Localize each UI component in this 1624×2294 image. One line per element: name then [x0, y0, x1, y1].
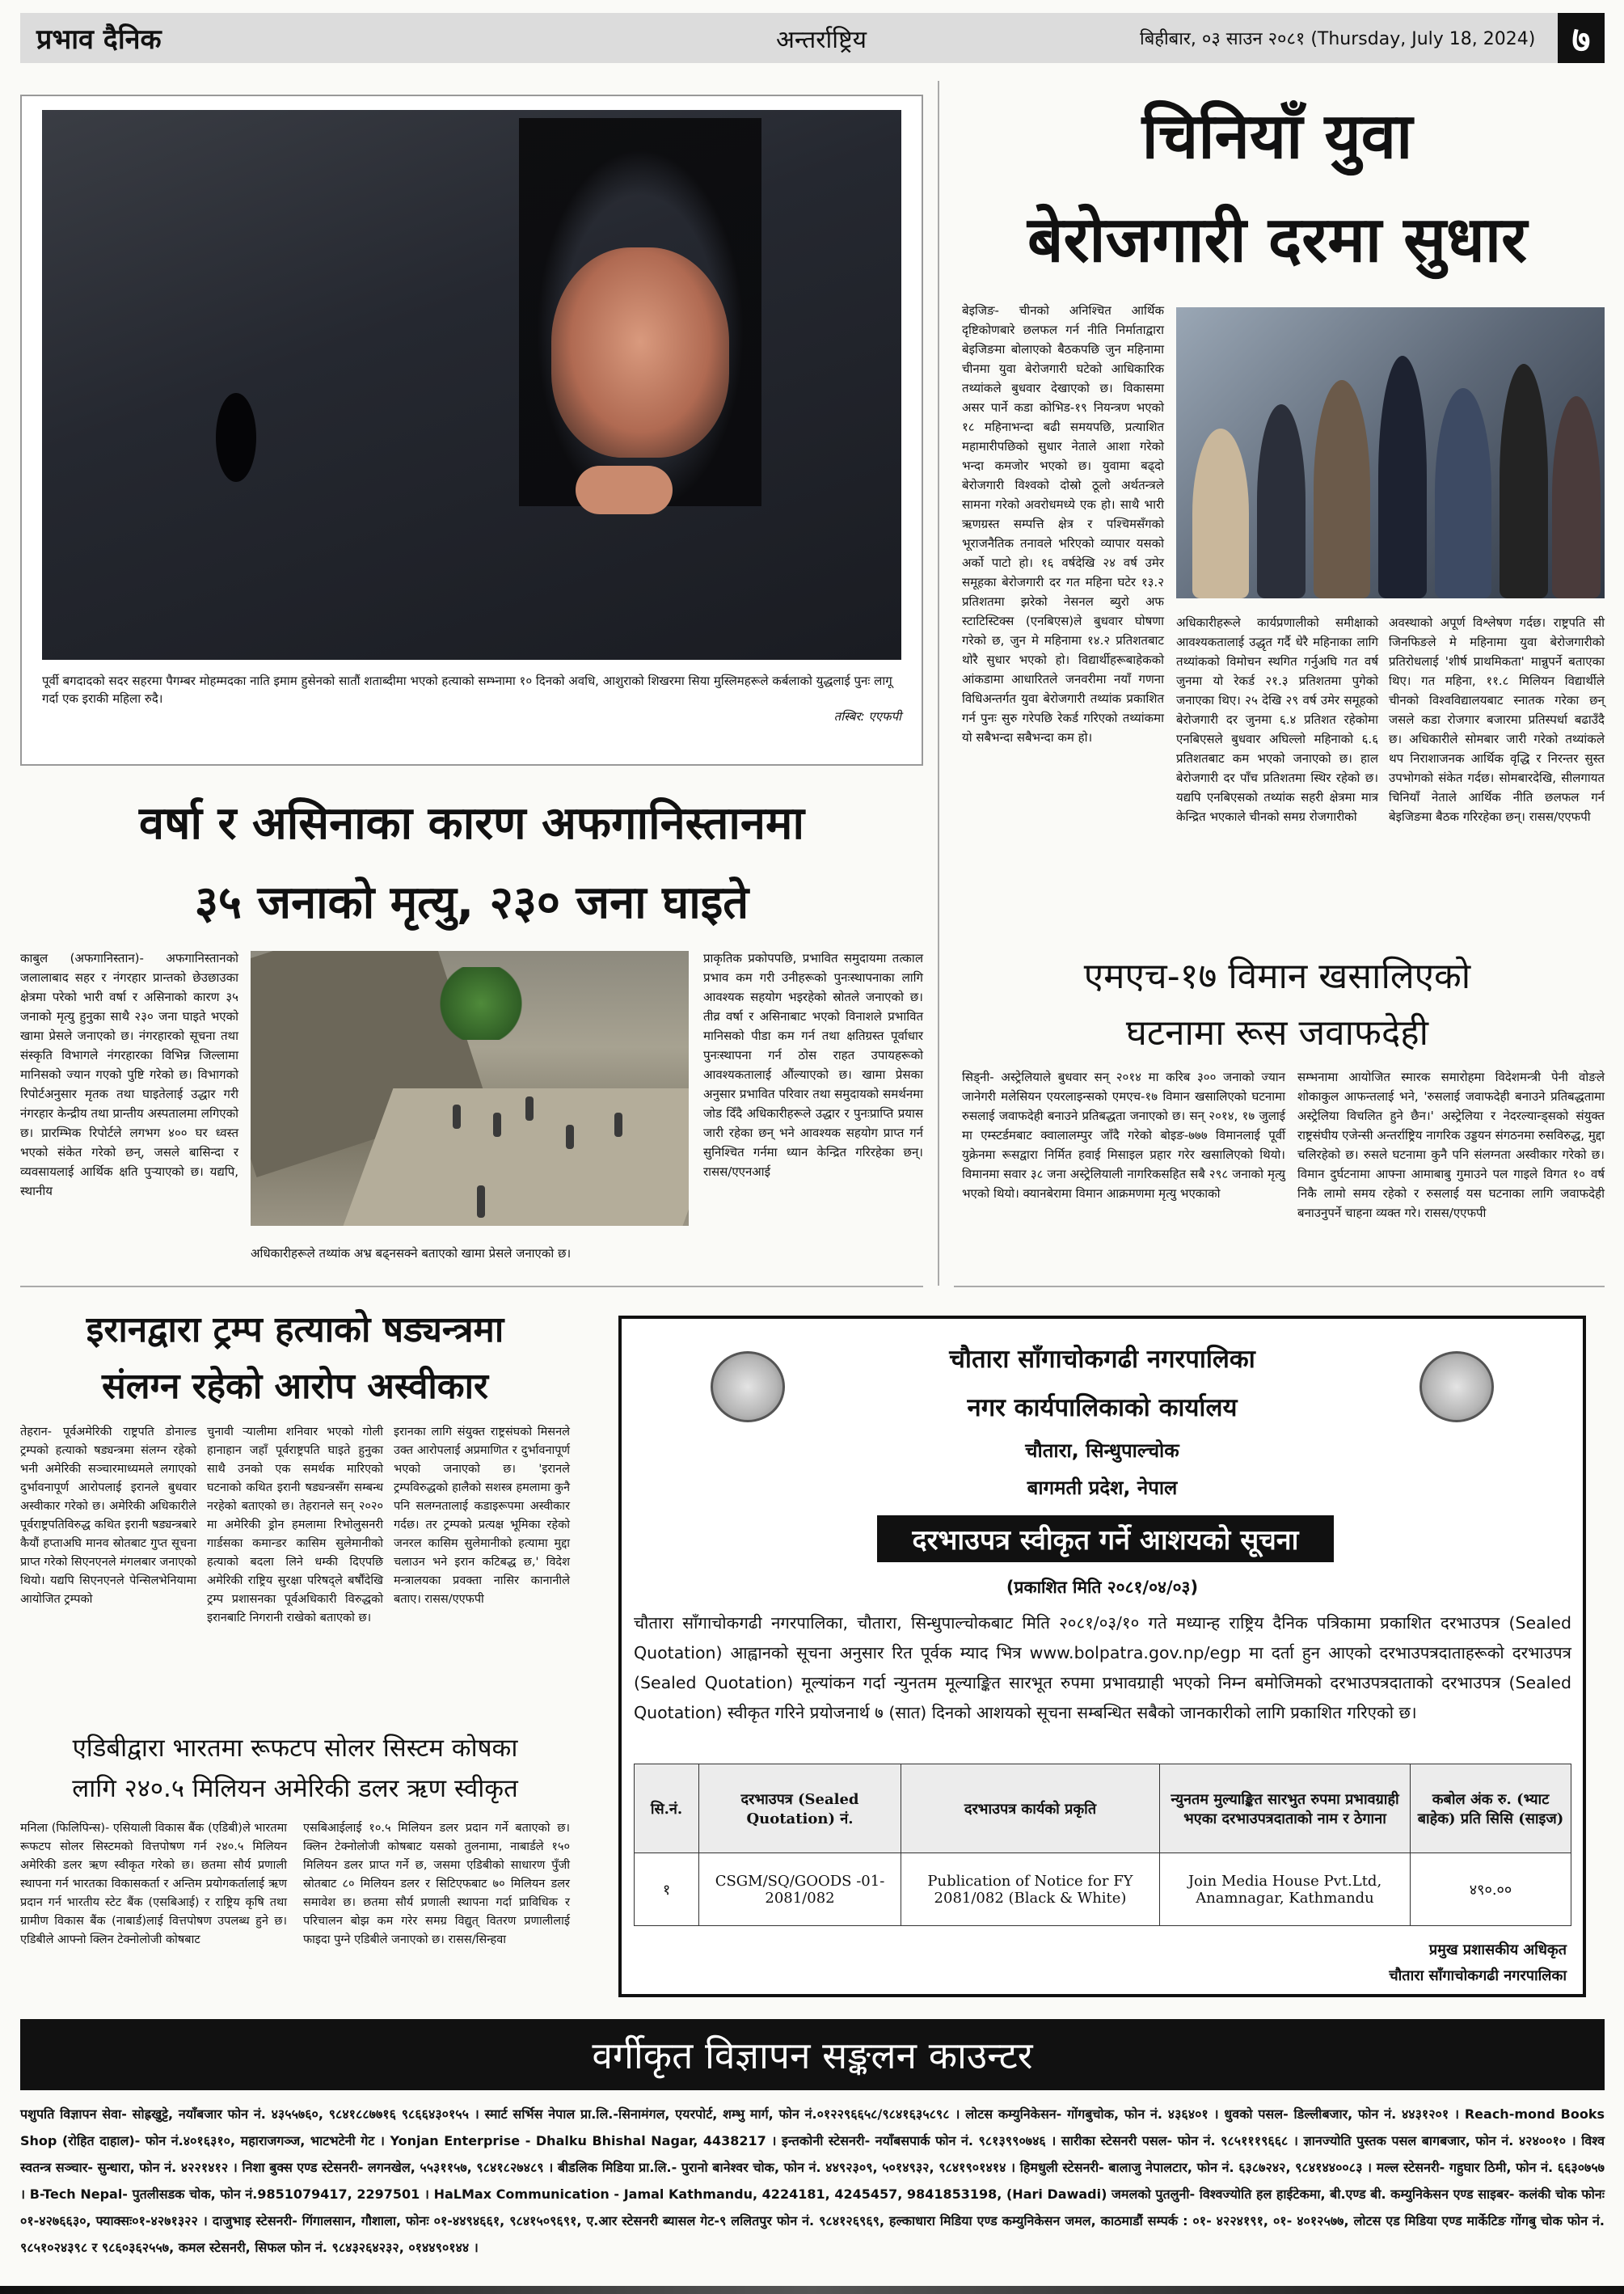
headline-iran-sub: संलग्न रहेको आरोप अस्वीकार: [102, 1366, 488, 1407]
photo-job-fair-crowd: [1176, 307, 1605, 598]
photo-story: [20, 95, 923, 766]
notice-body: चौतारा साँगाचोकगढी नगरपालिका, चौतारा, सिन्धुपाल्चोकबाट मिति २०८१/०३/१० गते मध्यान्ह राष्ट्रिय दैनिक पत्रिकामा प्रकाशित दरभाउपत्र (Sealed Quotation) आह्वानको सूचना अनुसार रित पूर्वक म्याद भित्र www.bolpatra.gov.np/egp मा दर्ता हुन आएको दरभाउपत्रदाताहरूको दरभाउपत्र (Sealed Quotation) मूल्यांकन गर्दा न्युनतम मूल्याङ्कित सारभूत रुपमा प्रभावग्राही भएको निम्न बमोजिमको दरभाउपत्रदाताको दरभाउपत्र (Sealed Quotation) स्वीकृत गरिने प्रयोजनार्थ ७ (सात) दिनको आशयको सूचना सम्बन्धित सबैको जानकारीको लागि प्रकाशित गरिएको छ।: [634, 1613, 1571, 1722]
table-header: सि.नं.: [635, 1764, 699, 1853]
photo-flood-afghanistan: [251, 951, 689, 1226]
table-header: दरभाउपत्र कार्यको प्रकृति: [901, 1764, 1160, 1853]
page-header: [20, 13, 1605, 63]
headline-afghanistan-sub: ३५ जनाको मृत्यु, २३० जना घाइते: [194, 877, 749, 929]
photo-caption: [42, 672, 901, 725]
photo-credit: तस्बिर: एएफपी: [833, 709, 901, 724]
article-column: प्राकृतिक प्रकोपपछि, प्रभावित समुदायमा तत्काल प्रभाव कम गरी उनीहरूको पुनःस्थापनाका लागि आवश्यक सहयोग भइरहेको स्रोतले जनाएको छ। तीव्र वर्षा र असिनाबाट भएको विनाशले प्रभावित मानिसको पीडा कम गर्न तथा क्षतिग्रस्त पूर्वाधार पुनःस्थापना गर्न ठोस राहत उपायहरूको आवश्यकतालाई औंल्याएको छ। खामा प्रेसका अनुसार प्रभावित परिवार तथा समुदायको समर्थनमा जोड दिँदै अधिकारीहरूले उद्धार र पुनःप्राप्ति प्रयास जारी रहेका छन् भने आवश्यक सहयोग प्राप्त गर्न सुनिश्चित गर्नमा ध्यान केन्द्रित गरिरहेका छन्। रासस/एएनआई: [703, 951, 923, 1179]
table-cell: CSGM/SQ/GOODS -01-2081/082: [699, 1853, 901, 1926]
classified-title: वर्गीकृत विज्ञापन सङ्कलन काउन्टर: [20, 2019, 1605, 2090]
notice-office: नगर कार्यपालिकाको कार्यालय: [967, 1393, 1238, 1422]
table-cell: Join Media House Pvt.Ltd, Anamnagar, Kathmandu: [1160, 1853, 1411, 1926]
table-cell: Publication of Notice for FY 2081/082 (Black & White): [901, 1853, 1160, 1926]
section-divider: [20, 1286, 923, 1287]
tender-notice: [618, 1316, 1586, 1997]
notice-published-date: (प्रकाशित मिति २०८१/०४/०३): [1006, 1578, 1199, 1597]
table-cell: १: [635, 1853, 699, 1926]
headline-china-sub: बेरोजगारी दरमा सुधार: [1027, 204, 1528, 277]
article-column: मनिला (फिलिपिन्स)- एसियाली विकास बैंक (एडिबी)ले भारतमा रूफटप सोलर सिस्टमको वित्तपोषण गर्न २४०.५ मिलियन अमेरिकी डलर ऋण स्वीकृत गरेको छ। छतमा सौर्य प्रणाली स्थापना गर्न भारतका विकासकर्ता र अन्तिम प्रयोगकर्तालाई ऋण प्रदान गर्न भारतीय स्टेट बैंक (एसबिआई) र राष्ट्रिय कृषि तथा ग्रामीण विकास बैंक (नाबार्ड)लाई वित्तपोषण उपलब्ध हुने छ। एडिबीले आफ्नो क्लिन टेक्नोलोजी कोषबाट: [20, 1822, 287, 1946]
table-header: न्युनतम मुल्याङ्कित सारभुत रुपमा प्रभावग्राही भएका दरभाउपत्रदाताको नाम र ठेगाना: [1160, 1764, 1411, 1853]
issue-date: बिहीबार, ०३ साउन २०८१ (Thursday, July 18, 2024): [1140, 29, 1536, 49]
headline-iran: इरानद्वारा ट्रम्प हत्याको षड्यन्त्रमा: [86, 1309, 504, 1350]
photo-iraqi-woman: [42, 110, 901, 660]
article-column: अवस्थाको अपूर्ण विश्लेषण गर्दछ। राष्ट्रपति सी जिनफिङले मे महिनामा युवा बेरोजगारीको प्रतिरोधलाई 'शीर्ष प्राथमिकता' मान्नुपर्ने बताएका थिए। गत महिना, ११.८ मिलियन विद्यार्थीले चीनको विश्वविद्यालयबाट स्नातक गरेका छन् जसले कडा रोजगार बजारमा प्रतिस्पर्धा बढाउँदै छ। अधिकारीले सोमबार जारी गरेको तथ्यांकले थप निराशाजनक आर्थिक वृद्धि र निरन्तर सुस्त उपभोगको संकेत गर्दछ। सोमबारदेखि, सीलगायत चिनियाँ नेताले आर्थिक नीति छलफल गर्न बेइजिङमा बैठक गरिरहेका छन्। रासस/एएफपी: [1389, 615, 1605, 824]
notice-municipality: चौतारा साँगाचोकगढी नगरपालिका: [949, 1345, 1255, 1374]
headline-mh17-sub: घटनामा रूस जवाफदेही: [1125, 1012, 1429, 1054]
headline-adb-sub: लागि २४०.५ मिलियन अमेरिकी डलर ऋण स्वीकृत: [72, 1774, 518, 1803]
notice-title: दरभाउपत्र स्वीकृत गर्ने आशयको सूचना: [877, 1515, 1334, 1562]
headline-afghanistan: वर्षा र असिनाका कारण अफगानिस्तानमा: [139, 797, 804, 850]
article-column: काबुल (अफगानिस्तान)- अफगानिस्तानको जलालाबाद सहर र नंगरहार प्रान्तको छेउछाउका क्षेत्रमा परेको भारी वर्षा र असिनाको कारण ३५ जनाको मृत्यु हुनुका साथै २३० जना घाइते भएको खामा प्रेसले जनाएको छ। नंगरहारको सूचना तथा संस्कृति विभागले नंगरहारका विभिन्न जिल्लामा मानिसको ज्यान गएको पुष्टि गरेको छ। विभागको रिपोर्टअनुसार मृतक तथा घाइतेलाई उद्धार गरी नंगरहार केन्द्रीय तथा प्रान्तीय अस्पतालमा लगिएको छ। प्रारम्भिक रिपोर्टले लगभग ४०० घर ध्वस्त भएको संकेत गरेको छन्, जसले बासिन्दा र व्यवसायलाई आर्थिक क्षति पुऱ्याएको छ। यद्यपि, स्थानीय: [20, 951, 238, 1198]
article-column: इरानका लागि संयुक्त राष्ट्रसंघको मिसनले उक्त आरोपलाई अप्रमाणित र दुर्भावनापूर्ण भएको जनाएको छ। 'इरानले ट्रम्पविरुद्धको हालैको सशस्त्र हमलामा कुनै पनि सलग्नतालाई कडाइरूपमा अस्वीकार गर्दछ। तर ट्रम्पको प्रत्यक्ष भूमिका रहेको जनरल कासिम सुलेमानीको हत्यामा मुद्दा चलाउन भने इरान कटिबद्ध छ,' विदेश मन्त्रालयका प्रवक्ता नासिर कानानीले बताए। रासस/एएफपी: [394, 1426, 570, 1606]
article-column: सम्भनामा आयोजित स्मारक समारोहमा विदेशमन्त्री पेनी वोङले शोकाकुल आफन्तलाई भने, 'रुसलाई जवाफदेही बनाउने प्रतिबद्धतामा अस्ट्रेलिया विचलित हुने छैन।' अस्ट्रेलिया र नेदरल्यान्ड्सको संयुक्त राष्ट्रसंघीय एजेन्सी अन्तर्राष्ट्रिय नागरिक उड्डयन संगठनमा रुसविरुद्ध, मुद्दा चलिरहेको छ। रुसले घटनामा कुनै पनि संलग्नता अस्वीकार गरेको छ। विमान दुर्घटनामा आफ्ना आमाबाबु गुमाउने पल गाइले विगत १० वर्ष निकै लामो समय रहेको र रुसलाई यस घटनाका लागि जवाफदेही बनाउनुपर्ने चाहना व्यक्त गरे। रासस/एएफपी: [1297, 1070, 1605, 1220]
article-column: एसबिआईलाई १०.५ मिलियन डलर प्रदान गर्ने बताएको छ। क्लिन टेक्नोलोजी कोषबाट यसको तुलनामा, नाबार्डले १५० मिलियन डलर प्राप्त गर्ने छ, जसमा एडिबीको साधारण पुँजी स्रोतबाट ८० मिलियन डलर र सिटिएफबाट ७० मिलियन डलर समावेश छ। छतमा सौर्य प्रणाली स्थापना गर्दा प्राविधिक र परिचालन बोझ कम गरेर समग्र विद्युत् वितरण प्रणालीलाई फाइदा पुग्ने एडिबीले जनाएको छ। रासस/सिन्हवा: [303, 1822, 570, 1946]
table-cell: ४९०.००: [1411, 1853, 1571, 1926]
notice-province: बागमती प्रदेश, नेपाल: [1027, 1477, 1178, 1499]
signatory-org: चौतारा साँगाचोकगढी नगरपालिका: [1389, 1967, 1567, 1984]
table-header: कबोल अंक रु. (भ्याट बाहेक) प्रति सिसि (साइज): [1411, 1764, 1571, 1853]
article-column: तेहरान- पूर्वअमेरिकी राष्ट्रपति डोनाल्ड ट्रम्पको हत्याको षड्यन्त्रमा संलग्न रहेको भनी अमेरिकी सञ्चारमाध्यमले लगाएको दुर्भावनापूर्ण आरोपलाई इरानले बुधवार अस्वीकार गरेको छ। अमेरिकी अधिकारीले पूर्वराष्ट्रपतिविरुद्ध कथित इरानी षड्यन्त्रबारे कैयौं हप्ताअघि मानव स्रोतबाट गुप्त सूचना प्राप्त गरेको सिएनएनले मंगलबार जनाएको थियो। यद्यपि सिएनएनले पेन्सिलभेनियामा आयोजित ट्रम्पको: [20, 1426, 196, 1606]
headline-mh17: एमएच-१७ विमान खसालिएको: [1083, 956, 1471, 997]
tender-table: [634, 1764, 1571, 1926]
section-divider: [954, 1286, 1605, 1287]
article-column: चुनावी र्‍यालीमा शनिवार भएको गोली हानाहान जहाँ पूर्वराष्ट्रपति घाइते हुनुका साथै उनको एक समर्थक मारिएको घटनाको कथित इरानी षड्यन्त्रसँग सम्बन्ध नरहेको बताएको छ। तेहरानले सन् २०२० मा अमेरिकी ड्रोन हमलामा रिभोलुसनरी गार्डसका कमान्डर कासिम सुलेमानीको हत्याको बदला लिने धम्की दिएपछि अमेरिकी राष्ट्रिय सुरक्षा परिषद्ले बर्षौंदेखि ट्रम्प प्रशासनका पूर्वअधिकारी विरुद्धको इरानबाटि निगरानी राखेको बताएको छ।: [207, 1426, 383, 1624]
article-column: बेइजिङ- चीनको अनिश्चित आर्थिक दृष्टिकोणबारे छलफल गर्न नीति निर्माताद्वारा बेइजिङमा बोलाएको बैठकपछि जुन महिनामा चीनमा युवा बेरोजगारी घटेको आधिकारिक तथ्यांकले बुधवार देखाएको छ। विकासमा असर पार्ने कडा कोभिड-१९ नियन्त्रण भएको १८ महिनाभन्दा बढी समयपछि, प्रत्याशित महामारीपछिको सुधार नेताले आशा गरेको भन्दा कमजोर भएको छ। युवामा बढ्दो बेरोजगारी विश्वको दोस्रो ठूलो अर्थतन्त्रले सामना गरेको अवरोधमध्ये एक हो। साथै भारी ऋणग्रस्त सम्पत्ति क्षेत्र र पश्चिमसँगको भूराजनैतिक तनावले भरिएको व्यापार यसको अर्को पाटो हो। १६ वर्षदेखि २४ वर्ष उमेर समूहका बेरोजगारी दर गत महिना घटेर १३.२ प्रतिशतमा झरेको नेसनल ब्युरो अफ स्टाटिस्टिक्स (एनबिएस)ले बुधवार घोषणा गरेको छ, जुन मे महिनामा १४.२ प्रतिशतबाट थोरै सुधार भएको हो। विद्यार्थीहरूबाहेकको आंकडामा आधारितले जनवरीमा नयाँ गणना विधिअन्तर्गत युवा बेरोजगारी तथ्यांक प्रकाशित गर्न पुनः सुरु गरेपछि रेकर्ड गरिएको तथ्यांकमा यो सबैभन्दा सबैभन्दा कम हो।: [962, 303, 1164, 745]
signatory-title: प्रमुख प्रशासकीय अधिकृत: [1428, 1941, 1567, 1958]
classified-listings: पशुपति विज्ञापन सेवा- सोह्रखुट्टे, नयाँबजार फोन नं. ४३५५७६०, ९८४१८८७७१६ ९८६६४३०१५५ । स्मार्ट सर्भिस नेपाल प्रा.लि.-सिनामंगल, एयरपोर्ट, शम्भु मार्ग, फोन नं.०१२२९६६५८/९८४१६३५८९८ । लोटस कम्युनिकेसन- गोंगबुचोक, फोन नं. ४३६४०१ । धुवको पसल- डिल्लीबजार, फोन नं. ४४३१२०१ । Reach-mond Books Shop (रोहित दाहाल)- फोन नं.४०१६३१०, महाराजगञ्ज, भाटभटेनी गेट । Yonjan Enterprise - Dhalku Bhishal Nagar, 4438217 । इन्तकोनी स्टेसनरी- नयाँबसपार्क फोन नं. ९८१३९९०७४६ । सारीका स्टेसनरी पसल- फोन नं. ९८५१११९६६८ । ज्ञानज्योति पुस्तक पसल बागबजार, फोन नं. ४२४००१० । विश्व स्वतन्त्र सञ्चार- सुन्धारा, फोन नं. ४२२१४१२ । निशा बुक्स एण्ड स्टेसनरी- लगनखेल, ५५३११५७, ९८४१८२७४८९ । बीडलिक मिडिया प्रा.लि.- पुरानो बानेश्वर चोक, फोन नं. ४४९२३०९, ५०१४९३२, ९८४१९०१४१४ । हिमधुली स्टेसनरी- बालाजु नेपालटार, फोन नं. ६३८७२४२, ९८४१४४००८३ । मल्ल स्टेसनरी- गहुघार ठिमी, फोन नं. ६६३०७५७ । B-Tech Nepal- पुतलीसडक चोक, फोन नं.9851079417, 2297501 । HaLMax Communication - Jamal Kathmandu, 4224181, 4245457, 9841853198, (Hari Dawadi) जमलको पुतलुनी- विश्वज्योति हल हाईटेकमा, बी.एण्ड बी. कम्युनिकेसन एण्ड साइबर- कलंकी चोक फोनः ०१-४२७६६३०, फ्याक्सः०१-४२७१३२२ । दाजुभाइ स्टेसनरी- गिंगालसान, गौशाला, फोनः ०१-४४९४६६१, ९८४१५०९६९१, ए.आर स्टेसनरी ब्यासल गेट-९ ललितपुर फोन नं. ९८४१२६९६९, हल्काधारा मिडिया एण्ड कम्युनिकेसन जमल, काठमाडौं सम्पर्क : ०१- ४२२४१९१, ०१- ४०१२५७७, लोटस एड मिडिया एण्ड मार्केटिङ गोंगबु चोक फोन नं. ९८५१०२४३९८ र ९८६०३६२५५७, कमल स्टेसनरी, सिफल फोन नं. ९८४३२६४२३२, ०१४४९०१४४ ।: [20, 2106, 1605, 2255]
bottom-strip: [0, 2286, 1624, 2294]
table-header: दरभाउपत्र (Sealed Quotation) नं.: [699, 1764, 901, 1853]
section-name: अन्तर्राष्ट्रिय: [776, 25, 867, 54]
masthead: प्रभाव दैनिक: [36, 23, 162, 56]
article-column: अधिकारीहरूले कार्यप्रणालीको समीक्षाको आवश्यकतालाई उद्धृत गर्दै धेरै महिनाका लागि तथ्यांकको विमोचन स्थगित गर्नुअघि गत वर्ष जुनमा यो रेकर्ड २१.३ प्रतिशतमा पुगेको जनाएका थिए। २५ देखि २९ वर्ष उमेर समूहको बेरोजगारी दर जुनमा ६.४ प्रतिशत रहेकोमा एनबिएसले बुधवार अघिल्लो महिनाको ६.६ प्रतिशतबाट कम भएको जनाएको छ। हाल बेरोजगारी दर पाँच प्रतिशतमा स्थिर रहेको छ। यद्यपि एनबिएसको तथ्यांक सहरी क्षेत्रमा मात्र केन्द्रित भएकाले चीनको समग्र रोजगारीको: [1176, 615, 1378, 824]
photo-caption: अधिकारीहरूले तथ्यांक अभ्र बढ्नसक्ने बताएको खामा प्रेसले जनाएको छ।: [251, 1246, 572, 1261]
column-divider: [938, 81, 939, 1286]
headline-china: चिनियाँ युवा: [1141, 100, 1413, 173]
headline-adb: एडिबीद्वारा भारतमा रूफटप सोलर सिस्टम कोषका: [72, 1734, 518, 1763]
notice-address: चौतारा, सिन्धुपाल्चोक: [1025, 1439, 1179, 1462]
table-row: [635, 1853, 1571, 1926]
article-column: सिड्नी- अस्ट्रेलियाले बुधवार सन् २०१४ मा करिब ३०० जनाको ज्यान जानेगरी मलेसियन एयरलाइन्सको एमएच-१७ विमान खसालिएको घटनामा रुसलाई जवाफदेही बनाउने प्रतिबद्धता जनाएको छ। सन् २०१४, १७ जुलाई मा एम्स्टर्डमबाट क्वालालम्पुर जाँदै गरेको बोइङ-७७७ विमानलाई पूर्वी युक्रेनमा रूसद्वारा निर्मित हवाई मिसाइल प्रहार गरेर खसालिएको थियो। विमानमा सवार ३८ जना अस्ट्रेलियाली नागरिकसहित सबै २९८ जनाको मृत्यु भएको थियो। क्यानबेरामा विमान आक्रमणमा मृत्यु भएकाको: [962, 1070, 1285, 1201]
page-number: ७: [1558, 13, 1605, 63]
caption-text: पूर्वी बगदादको सदर सहरमा पैगम्बर मोहम्मदका नाति इमाम हुसेनको सातौं शताब्दीमा भएको हत्याको सम्भ्नामा १० दिनको अवधि, आशुराको शिखरमा सिया मुस्लिमहरूले कर्बलाको युद्धलाई पुनः लागू गर्दा एक इराकी महिला रुदै।: [42, 674, 892, 706]
